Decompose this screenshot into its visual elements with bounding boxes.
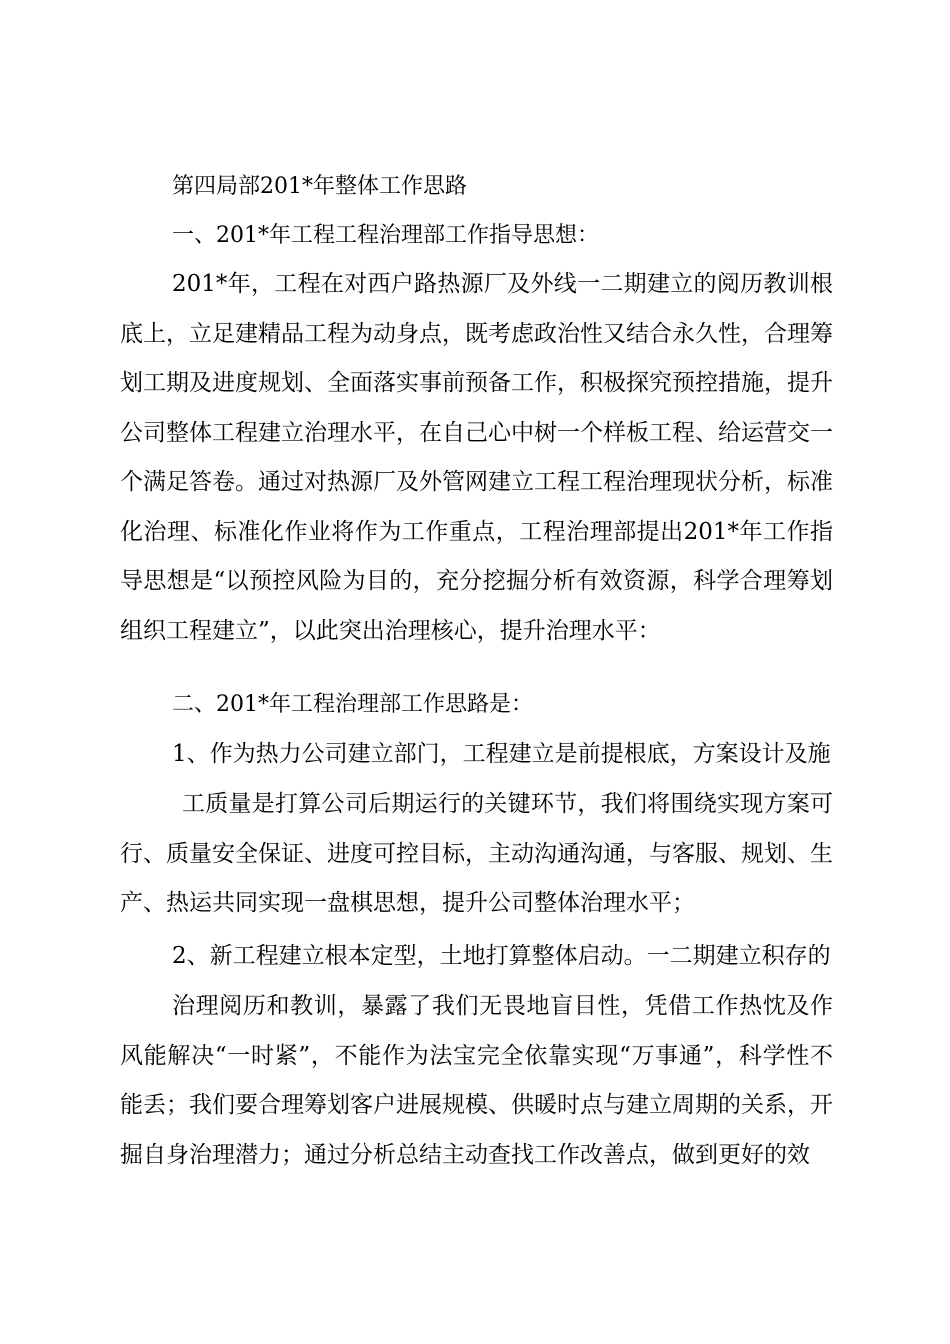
item1-continuation: 工质量是打算公司后期运行的关键环节，我们将围绕实现方案可行、质量安全保证、进度可控目标，主动沟通沟通，与客服、规划、生产、热运共同实现一盘棋思想，提升公司整体治理水平； <box>120 791 833 916</box>
section1-body: 201*年，工程在对西户路热源厂及外线一二期建立的阅历教训根底上，立足建精品工程为动身点，既考虑政治性又结合永久性，合理筹划工期及进度规划、全面落实事前预备工作，积极探究预控措施，提升公司整体工程建立治理水平，在自己心中树一个样板工程、给运营交一个满足答卷。通过对热源厂及外管网建立工程工程治理现状分析，标准化治理、标准化作业将作为工作重点，工程治理部提出201*年工作指导思想是“以预控风险为目的，充分挖掘分析有效资源，科学合理筹划组织工程建立”，以此突出治理核心，提升治理水平： <box>120 271 833 644</box>
section2-heading: 二、201*年工程治理部工作思路是： <box>172 692 533 717</box>
item2-first-line: 2、新工程建立根本定型，土地打算整体启动。一二期建立积存的 <box>172 943 831 969</box>
item1-first-line: 1、作为热力公司建立部门，工程建立是前提根底，方案设计及施 <box>172 741 831 767</box>
item2-continuation: 治理阅历和教训，暴露了我们无畏地盲目性，凭借工作热忱及作风能解决“一时紧”，不能作为法宝完全依靠实现“万事通”，科学性不能丢；我们要合理筹划客户进展规模、供暖时点与建立周期的关系，开掘自身治理潜力；通过分析总结主动查找工作改善点，做到更好的效 <box>120 993 833 1168</box>
document-title: 第四局部201*年整体工作思路 <box>172 174 467 199</box>
section1-heading: 一、201*年工程工程治理部工作指导思想： <box>172 223 599 248</box>
